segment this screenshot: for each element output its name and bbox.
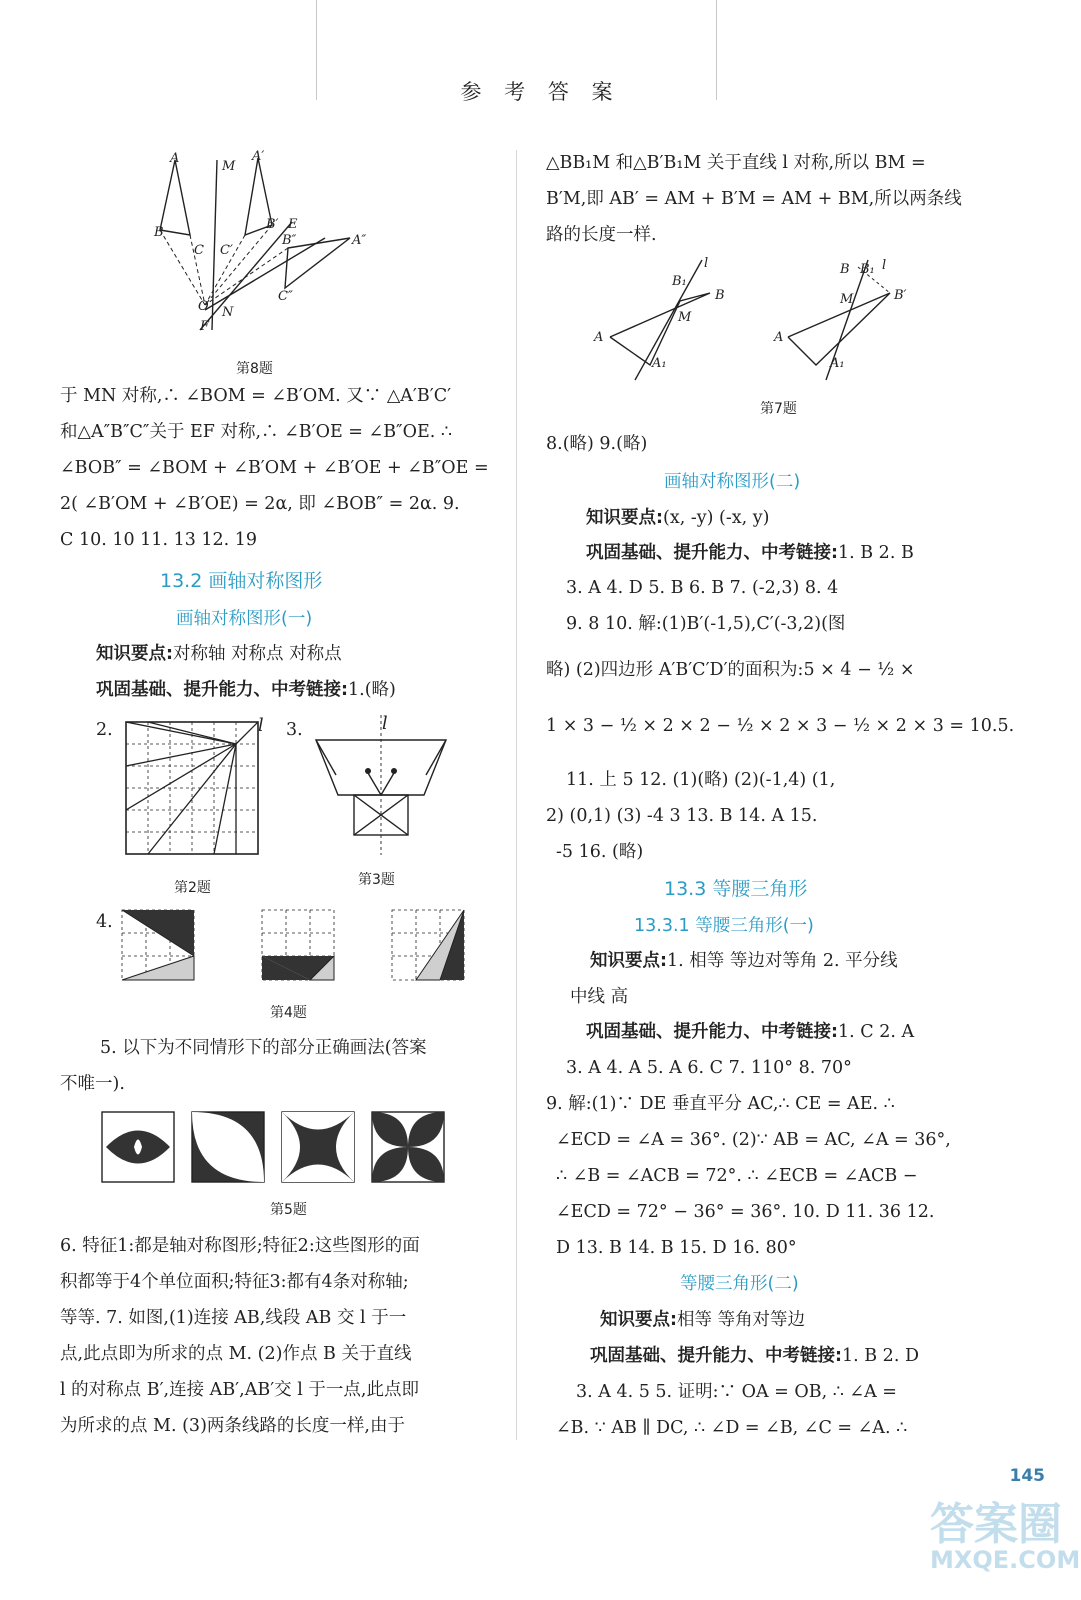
knowledge-text: (x, -y) (-x, y) (663, 508, 770, 528)
knowledge-label: 知识要点: (600, 1310, 677, 1330)
text-line: 9. 8 10. 解:(1)B′(-1,5),C′(-3,2)(图 (566, 614, 846, 634)
fig8-label: A′ (252, 149, 265, 164)
watermark-url: MXQE.COM (930, 1546, 1081, 1574)
figure-3 (306, 715, 456, 865)
fig5-caption: 第5题 (270, 1202, 307, 1218)
text-line: △BB₁M 和△B′B₁M 关于直线 l 对称,所以 BM = (546, 153, 926, 173)
fig7-label: A₁ (652, 356, 667, 371)
text-line: 为所求的点 M. (3)两条线路的长度一样,由于 (60, 1416, 405, 1436)
fig7-label: B′ (894, 288, 907, 303)
text-line: 路的长度一样. (546, 225, 657, 245)
consolidate-line (96, 672, 396, 708)
text-line: ∴ ∠B = ∠ACB = 72°. ∴ ∠ECB = ∠ACB − (556, 1166, 918, 1186)
fig7-label: B (840, 262, 850, 277)
fig7-label: B (715, 288, 725, 303)
text-line: C 10. 10 11. 13 12. 19 (60, 530, 258, 550)
text-line: l 的对称点 B′,连接 AB′,AB′交 l 于一点,此点即 (60, 1380, 419, 1400)
q5-line: 5. 以下为不同情形下的部分正确画法(答案 (100, 1038, 427, 1058)
knowledge-label: 知识要点: (590, 951, 667, 971)
section-heading-13-2: 13.2 画轴对称图形 (160, 570, 323, 592)
fig8-caption: 第8题 (236, 361, 273, 377)
fig3-caption: 第3题 (358, 872, 395, 888)
page-number: 145 (1009, 1466, 1045, 1486)
fig8-label: B′ (266, 217, 279, 232)
text-line: ∠ECD = 72° − 36° = 36°. 10. D 11. 36 12. (556, 1202, 935, 1222)
fig2-caption: 第2题 (174, 880, 211, 896)
consolidate-label: 巩固基础、提升能力、中考链接: (590, 1346, 842, 1366)
knowledge-text: 对称轴 对称点 对称点 (173, 644, 342, 664)
text-line: 3. A 4. 5 5. 证明:∵ OA = OB, ∴ ∠A = (576, 1382, 897, 1402)
text-line: ∠BOB″ = ∠BOM + ∠B′OM + ∠B′OE + ∠B″OE = (60, 458, 489, 478)
knowledge-points (590, 943, 898, 979)
fig7-label: M (678, 310, 692, 325)
text-line: D 13. B 14. B 15. D 16. 80° (556, 1238, 797, 1258)
figure-5 (100, 1110, 470, 1186)
fig3-l-label: l (382, 714, 388, 734)
fig8-label: N (222, 305, 234, 320)
text-line: 2( ∠B′OM + ∠B′OE) = 2α, 即 ∠BOB″ = 2α. 9. (60, 494, 460, 514)
text-line: 等等. 7. 如图,(1)连接 AB,线段 AB 交 l 于一 (60, 1308, 407, 1328)
knowledge-points (600, 1302, 805, 1338)
figure-4 (120, 908, 470, 988)
fig8-label: A″ (352, 233, 367, 248)
text-line: 11. 上 5 12. (1)(略) (2)(-1,4) (1, (566, 770, 836, 790)
knowledge-points (586, 500, 769, 536)
consolidate-text: 1. B 2. D (842, 1346, 919, 1366)
consolidate-line (586, 1014, 914, 1050)
fig7-label: A (594, 330, 604, 345)
consolidate-text: 1.(略) (348, 680, 396, 700)
fig8-label: C″ (278, 289, 293, 304)
fig7-label: A (774, 330, 784, 345)
page-header: 参 考 答 案 (460, 80, 621, 104)
text-line: -5 16. (略) (556, 842, 644, 862)
fig7-label: B₁ (860, 262, 875, 277)
text-line: 略) (2)四边形 A′B′C′D′的面积为:5 × 4 − ½ × (546, 660, 915, 680)
consolidate-text: 1. C 2. A (838, 1022, 915, 1042)
knowledge-text: 1. 相等 等边对等角 2. 平分线 (667, 951, 898, 971)
knowledge-label: 知识要点: (586, 508, 663, 528)
q8-9: 8.(略) 9.(略) (546, 434, 648, 454)
q3-label: 3. (286, 720, 303, 740)
section-heading-13-3: 13.3 等腰三角形 (664, 878, 808, 900)
text-line: 3. A 4. A 5. A 6. C 7. 110° 8. 70° (566, 1058, 852, 1078)
fig4-caption: 第4题 (270, 1005, 307, 1021)
text-line: 和△A″B″C″关于 EF 对称,∴ ∠B′OE = ∠B″OE. ∴ (60, 422, 452, 442)
knowledge-text: 相等 等角对等边 (677, 1310, 806, 1330)
figure-8 (150, 150, 390, 340)
figure-7 (590, 255, 940, 395)
fig8-label: B″ (282, 233, 297, 248)
knowledge-points (96, 636, 342, 672)
consolidate-line (590, 1338, 919, 1374)
text-line: 2) (0,1) (3) -4 3 13. B 14. A 15. (546, 806, 818, 826)
fig7-label: M (840, 292, 854, 307)
knowledge-label: 知识要点: (96, 644, 173, 664)
q5-line: 不唯一). (60, 1074, 125, 1094)
text-line: 积都等于4个单位面积;特征3:都有4条对称轴; (60, 1272, 409, 1292)
text-line: 9. 解:(1)∵ DE 垂直平分 AC,∴ CE = AE. ∴ (546, 1094, 895, 1114)
fig8-label: M (222, 159, 236, 174)
subsection-heading: 画轴对称图形(二) (664, 472, 801, 492)
fig7-caption: 第7题 (760, 401, 797, 417)
fig8-label: C′ (220, 243, 233, 258)
q2-label: 2. (96, 720, 113, 740)
consolidate-label: 巩固基础、提升能力、中考链接: (586, 543, 838, 563)
watermark-logo-text: 答案圈 (930, 1499, 1062, 1550)
subsection-heading: 等腰三角形(二) (680, 1274, 799, 1294)
text-line: 点,此点即为所求的点 M. (2)作点 B 关于直线 (60, 1344, 412, 1364)
text-line: 于 MN 对称,∴ ∠BOM = ∠B′OM. 又∵ △A′B′C′ (60, 386, 452, 406)
figure-2 (124, 720, 264, 860)
fig8-label: O (198, 299, 209, 314)
text-line: 3. A 4. D 5. B 6. B 7. (-2,3) 8. 4 (566, 578, 839, 598)
subsection-heading: 画轴对称图形(一) (176, 609, 313, 629)
fig7-label: B₁ (672, 274, 687, 289)
fig8-label: A (170, 151, 180, 166)
text-line: 1 × 3 − ½ × 2 × 2 − ½ × 2 × 3 − ½ × 2 × 3 = 10.5. (546, 716, 1015, 736)
fig7-label: A₁ (830, 356, 845, 371)
fig7-label: l (882, 258, 887, 273)
q4-label: 4. (96, 912, 113, 932)
consolidate-label: 巩固基础、提升能力、中考链接: (586, 1022, 838, 1042)
fig2-l-label: l (258, 716, 264, 736)
consolidate-line (586, 535, 914, 571)
fig8-label: C (194, 243, 204, 258)
subsection-heading: 13.3.1 等腰三角形(一) (634, 916, 814, 936)
text-line: ∠ECD = ∠A = 36°. (2)∵ AB = AC, ∠A = 36°, (556, 1130, 951, 1150)
fig8-label: E (288, 217, 298, 232)
column-divider (516, 150, 517, 1440)
fig7-label: l (704, 256, 709, 271)
text-line: B′M,即 AB′ = AM + B′M = AM + BM,所以两条线 (546, 189, 962, 209)
consolidate-text: 1. B 2. B (838, 543, 914, 563)
text-line: ∠B. ∵ AB ∥ DC, ∴ ∠D = ∠B, ∠C = ∠A. ∴ (556, 1418, 908, 1438)
knowledge-text-2: 中线 高 (570, 987, 629, 1007)
fig8-label: B (154, 225, 164, 240)
fig8-label: F (200, 319, 210, 334)
watermark (930, 1488, 1081, 1588)
text-line: 6. 特征1:都是轴对称图形;特征2:这些图形的面 (60, 1236, 420, 1256)
consolidate-label: 巩固基础、提升能力、中考链接: (96, 680, 348, 700)
